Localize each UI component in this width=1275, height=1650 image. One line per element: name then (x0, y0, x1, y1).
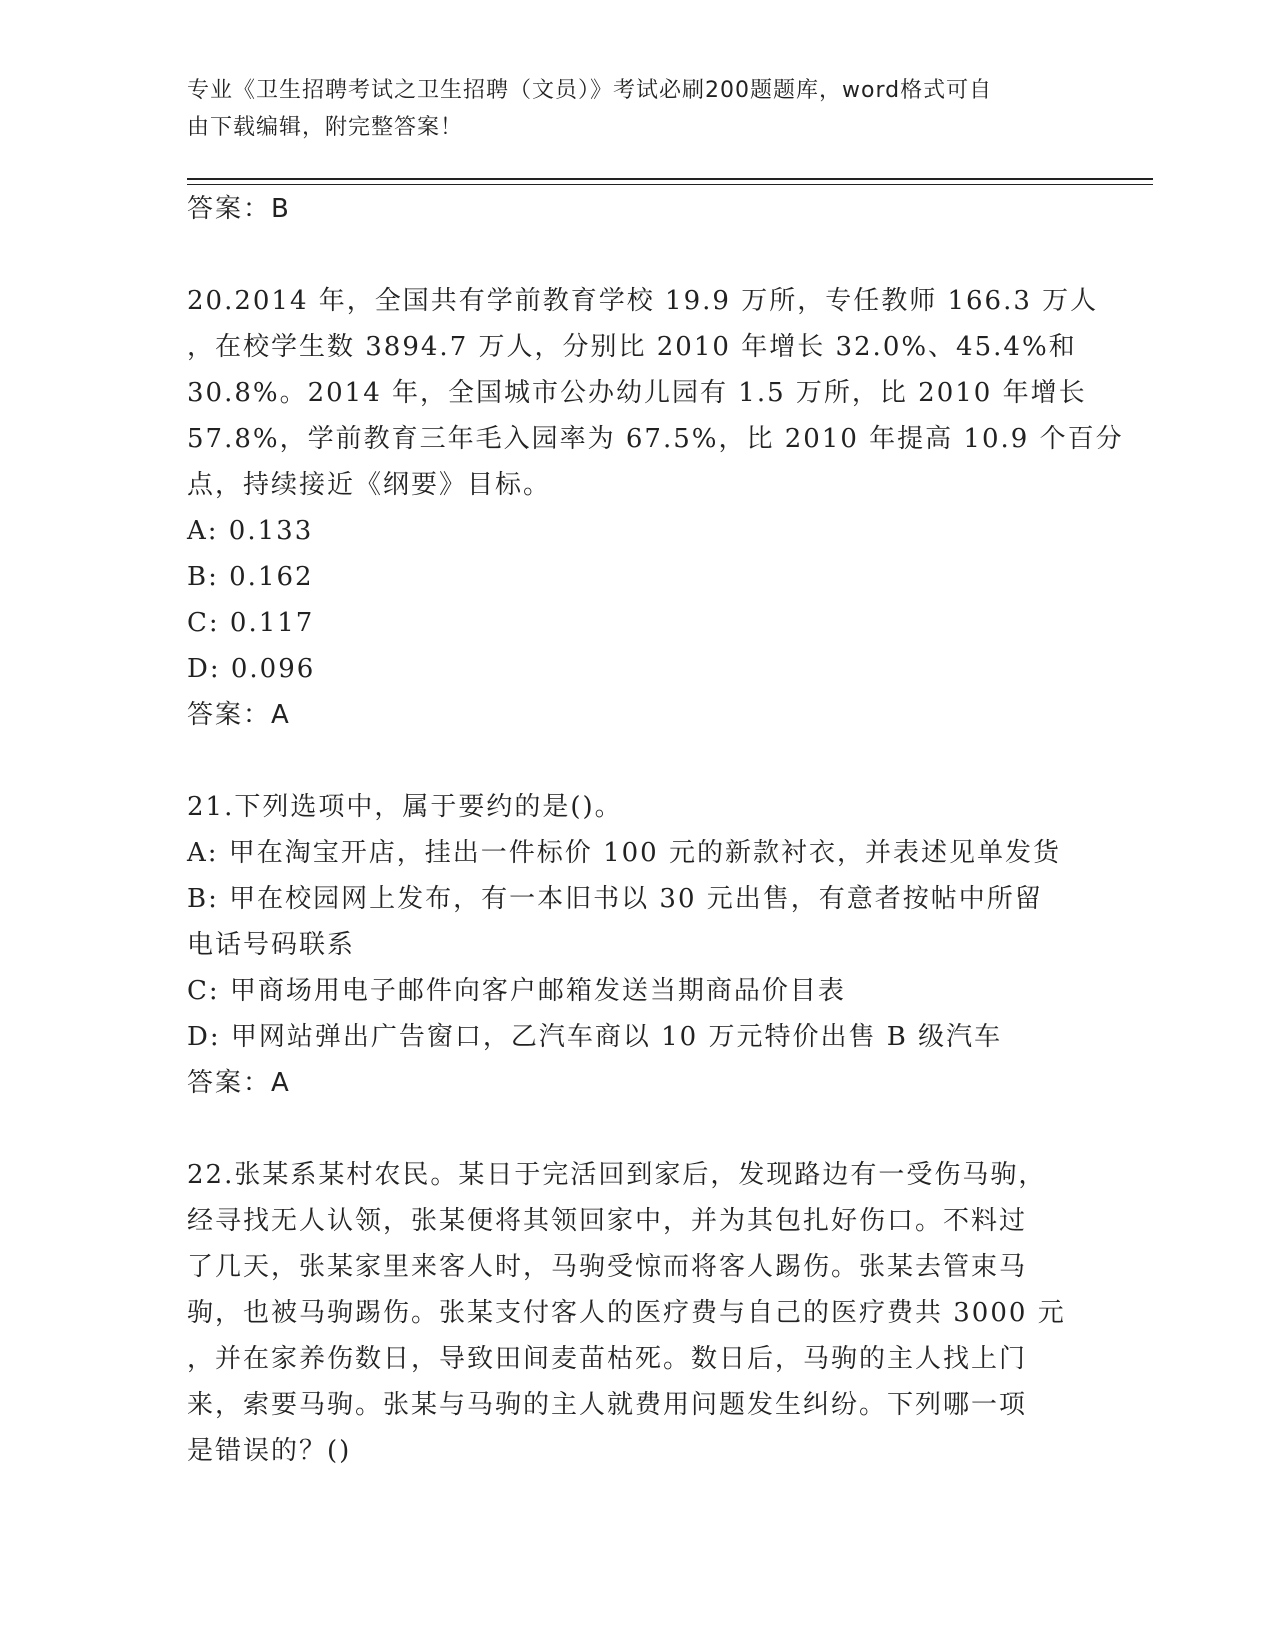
question-20-line-5: 点，持续接近《纲要》目标。 (187, 470, 552, 500)
page-header (187, 72, 1067, 146)
spacer (187, 1106, 1087, 1152)
spacer (187, 232, 1087, 278)
question-20-line-3: 30.8%。2014 年，全国城市公办幼儿园有 1.5 万所，比 2010 年增长 (187, 378, 1087, 408)
question-21-option-b: B: 甲在校园网上发布，有一本旧书以 30 元出售，有意者按帖中所留 (187, 884, 1043, 914)
page-content (187, 186, 1124, 1474)
question-22-line-4: 驹，也被马驹踢伤。张某支付客人的医疗费与自己的医疗费共 3000 元 (187, 1298, 1066, 1328)
previous-answer: 答案：B (187, 194, 291, 224)
question-21-option-d: D: 甲网站弹出广告窗口，乙汽车商以 10 万元特价出售 B 级汽车 (187, 1022, 1003, 1052)
question-22 (187, 1152, 1087, 1474)
question-22-line-6: 来，索要马驹。张某与马驹的主人就费用问题发生纠纷。下列哪一项 (187, 1390, 1028, 1420)
header-rule-thick (187, 178, 1153, 180)
question-21-answer: 答案：A (187, 1068, 291, 1098)
question-20 (187, 278, 1124, 738)
question-22-line-1: 22.张某系某村农民。某日于完活回到家后，发现路边有一受伤马驹， (187, 1160, 1047, 1190)
spacer (187, 738, 1087, 784)
question-22-line-3: 了几天，张某家里来客人时，马驹受惊而将客人踢伤。张某去管束马 (187, 1252, 1028, 1282)
question-20-option-a: A: 0.133 (187, 516, 314, 546)
question-21-option-a: A: 甲在淘宝开店，挂出一件标价 100 元的新款衬衣，并表述见单发货 (187, 838, 1061, 868)
question-20-option-b: B: 0.162 (187, 562, 314, 592)
header-line-1: 专业《卫生招聘考试之卫生招聘（文员）》考试必刷200题题库，word格式可自 (187, 78, 993, 103)
question-21 (187, 784, 1087, 1106)
header-rule-thin (187, 184, 1153, 185)
question-20-line-1: 20.2014 年，全国共有学前教育学校 19.9 万所，专任教师 166.3 万人 (187, 286, 1099, 316)
question-22-line-7: 是错误的？() (187, 1436, 352, 1466)
question-21-option-b-cont: 电话号码联系 (187, 930, 356, 960)
question-20-line-2: ，在校学生数 3894.7 万人，分别比 2010 年增长 32.0%、45.4%和 (187, 332, 1077, 362)
question-20-line-4: 57.8%，学前教育三年毛入园率为 67.5%，比 2010 年提高 10.9 个百分 (187, 424, 1124, 454)
question-22-line-5: ，并在家养伤数日，导致田间麦苗枯死。数日后，马驹的主人找上门 (187, 1344, 1028, 1374)
question-20-option-c: C: 0.117 (187, 608, 315, 638)
question-20-option-d: D: 0.096 (187, 654, 316, 684)
question-22-line-2: 经寻找无人认领，张某便将其领回家中，并为其包扎好伤口。不料过 (187, 1206, 1028, 1236)
question-21-option-c: C: 甲商场用电子邮件向客户邮箱发送当期商品价目表 (187, 976, 846, 1006)
question-21-text: 21.下列选项中，属于要约的是()。 (187, 792, 623, 822)
header-line-2: 由下载编辑，附完整答案！ (187, 115, 464, 140)
question-20-answer: 答案：A (187, 700, 291, 730)
